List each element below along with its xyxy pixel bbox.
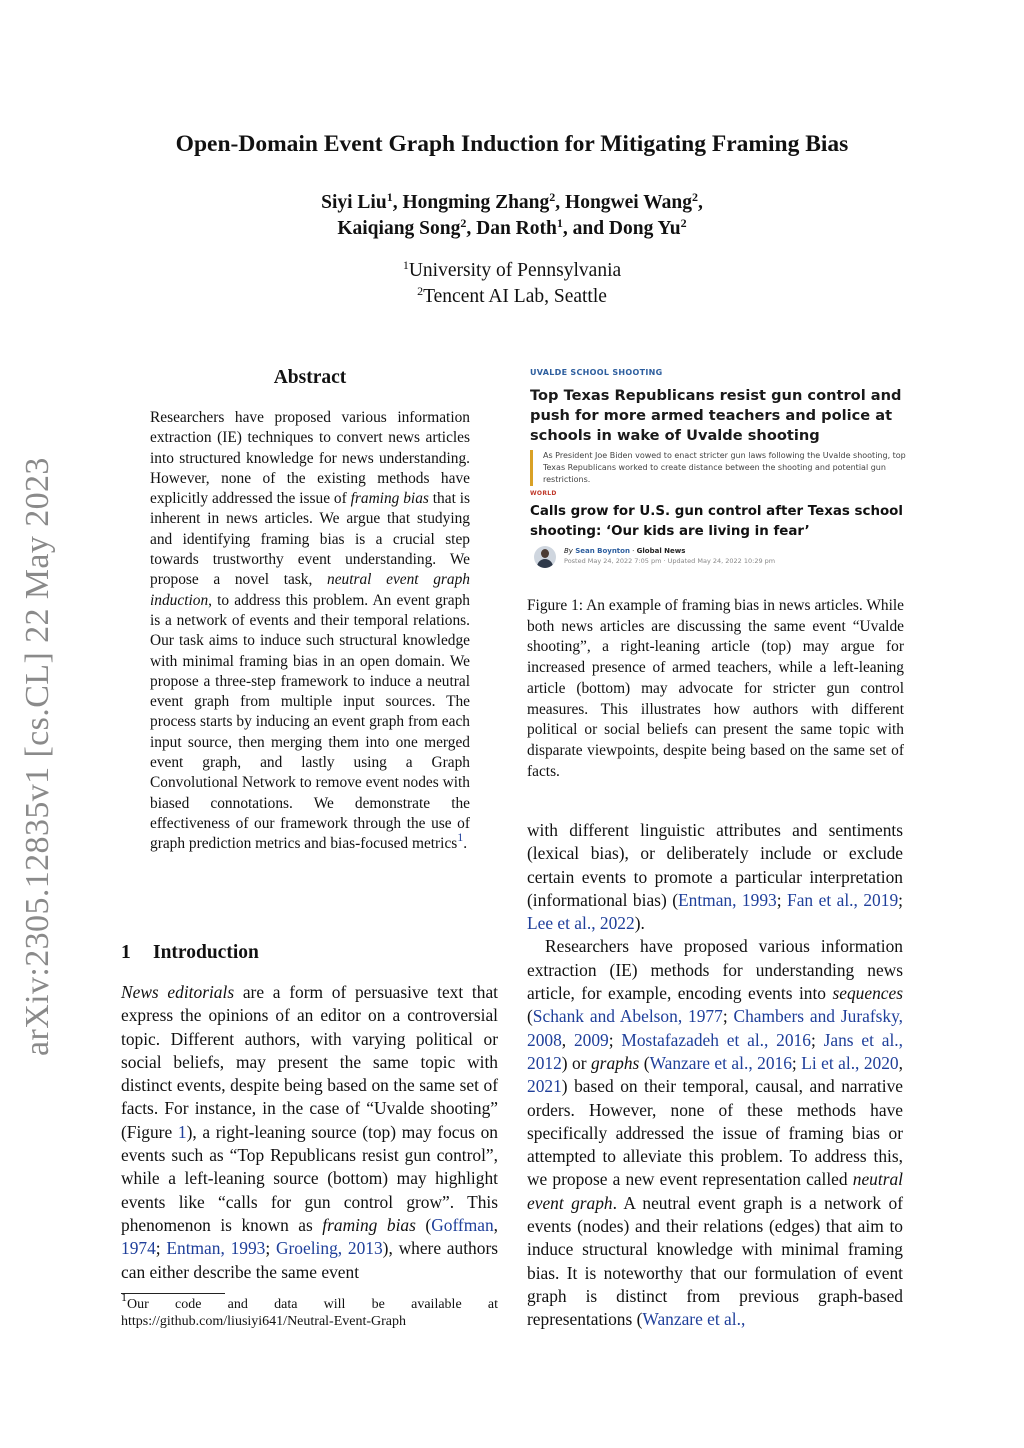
paragraph: with different linguistic attributes and sentiments (lexical bias), or deliberately include or exclude certain events to promote a particular interpretation (informational bias) (Entman, 1993; Fan et al., 2019; Lee et al., 2022). [527, 820, 903, 934]
citation-link[interactable]: Entman, 1993 [678, 889, 777, 910]
section-heading-introduction: 1 Introduction [121, 942, 259, 963]
citation-link[interactable]: 2009 [573, 1029, 609, 1050]
author-avatar [534, 546, 556, 568]
byline-outlet: Global News [636, 547, 686, 555]
article-headline-top: Top Texas Republicans resist gun control and push for more armed teachers and police at schools in wake of Uvalde shooting [530, 387, 902, 444]
posted-date: Posted May 24, 2022 7:05 pm · Updated May 24, 2022 10:29 pm [564, 557, 776, 565]
citation-link[interactable]: Chambers and Jurafsky, 2008 [527, 1006, 903, 1050]
footnote: $^1$Our code and data will be available at https://github.com/liusiyi641/Neutral-Event-Graph [121, 1290, 498, 1329]
author-name: Hongwei Wang [565, 192, 692, 213]
citation-link[interactable]: Jans et al., 2012 [527, 1029, 903, 1073]
byline-author: Sean Boynton [575, 547, 630, 555]
citation-link[interactable]: 1974 [121, 1238, 156, 1259]
article-summary-top: As President Joe Biden vowed to enact stricter gun laws following the Uvalde shooting, top Texas Republicans worked to create distance between the shooting and potential gun restrictions. [530, 450, 923, 486]
affiliation-mark: 1 [386, 190, 393, 204]
introduction-paragraph: News editorials are a form of persuasive text that express the opinions of an editor on a controversial topic. Different authors, with varying political or social beliefs, may present the same topic with distinct events, despite being based on the same set of facts. For instance, in the case of “Uvalde shooting” (Figure 1), a right-leaning source (top) may focus on events such as “Top Republicans resist gun control”, while a left-leaning source (bottom) may highlight events like “calls for gun control grow”. This phenomenon is known as framing bias (Goffman, 1974; Entman, 1993; Groeling, 2013), where authors can either describe the same event [121, 982, 499, 1282]
affiliation-line: $^1$University of Pennsylvania [402, 258, 622, 281]
author-list: Siyi Liu$^1$, Hongming Zhang$^2$, Hongwei Wang$^2$, Kaiqiang Song$^2$, Dan Roth$^1$, and Dong Yu$^2$ [321, 190, 703, 239]
citation-link[interactable]: Fan et al., 2019 [787, 889, 899, 910]
affiliation-line: $^2$Tencent AI Lab, Seattle [417, 284, 607, 307]
right-column-text [527, 819, 903, 1332]
author-name: Dong Yu [608, 218, 681, 239]
citation-link[interactable]: Wanzare et al., [642, 1309, 746, 1330]
affiliations [260, 258, 764, 310]
footnote-rule [121, 1293, 225, 1294]
footnote-link[interactable]: 1 [457, 830, 464, 845]
affiliation-mark: 2 [680, 216, 687, 230]
affiliation-mark: 2 [692, 190, 698, 204]
article-headline-bottom: Calls grow for U.S. gun control after Texas school shooting: ‘Our kids are living in fear’ [530, 504, 903, 539]
author-name: Hongming Zhang [402, 192, 550, 213]
article-byline: By Sean Boynton · Global News Posted May 24, 2022 7:05 pm · Updated May 24, 2022 10:29 pm [530, 544, 920, 572]
citation-link[interactable]: Li et al., 2020 [801, 1052, 899, 1073]
emphasis: neutral event graph induction [150, 571, 470, 609]
citation-link[interactable]: Entman, 1993 [166, 1238, 266, 1259]
article-section-tag-top: UVALDE SCHOOL SHOOTING [530, 368, 663, 377]
paper-title: Open-Domain Event Graph Induction for Mitigating Framing Bias [175, 131, 849, 157]
affiliation-mark: 1 [556, 216, 563, 230]
article-section-tag-bottom: WORLD [530, 490, 557, 497]
citation-link[interactable]: 2021 [527, 1076, 562, 1097]
citation-link[interactable]: Mostafazadeh et al., 2016 [621, 1029, 811, 1050]
author-name: Siyi Liu [321, 192, 387, 213]
paragraph: Researchers have proposed various information extraction (IE) methods for understanding news article, for example, encoding events into sequences (Schank and Abelson, 1977; Chambers and Jurafsky, 2008, 2009; Mostafazadeh et al., 2016; Jans et al., 2012) or graphs (Wanzare et al., 2016; Li et al., 2020, 2021) based on their temporal, causal, and narrative orders. However, none of these methods have specifically addressed the issue of framing bias or attempted to alleviate this problem. To address this, we propose a new event representation called neutral event graph. A neutral event graph is a network of events (nodes) and their relations (edges) that aim to induce structural knowledge with minimal framing bias. It is noteworthy that our formulation of event graph is distinct from previous graph-based representations (Wanzare et al., [527, 936, 903, 1330]
citation-link[interactable]: Schank and Abelson, 1977 [532, 1006, 723, 1027]
citation-link[interactable]: Groeling, 2013 [275, 1238, 383, 1259]
affiliation-mark: 2 [460, 216, 467, 230]
figure-1-news-screenshots [530, 368, 920, 578]
citation-link[interactable]: Goffman [431, 1214, 494, 1235]
affiliation-mark: 2 [549, 190, 556, 204]
figure-ref-link[interactable]: 1 [177, 1121, 187, 1142]
citation-link[interactable]: Wanzare et al., 2016 [649, 1052, 792, 1073]
abstract-body: Researchers have proposed various information extraction (IE) techniques to convert news articles into structured knowledge for news understanding. However, none of the existing methods have explicitly addressed the issue of framing bias that is inherent in news articles. We argue that studying and identifying framing bias is a crucial step towards trustworthy event understanding. We propose a novel task, neutral event graph induction, to address this problem. An event graph is a network of events and their temporal relations. Our task aims to induce such structural knowledge with minimal framing bias in an open domain. We propose a three-step framework to induce a neutral event graph from multiple input sources. The process starts by inducing an event graph from each input source, then merging them into one merged event graph, and lastly using a Graph Convolutional Network to remove event nodes with biased connotations. We demonstrate the effectiveness of our framework through the use of graph prediction metrics and bias-focused metrics$^1$. [150, 409, 470, 853]
author-name: Kaiqiang Song [337, 218, 461, 239]
arxiv-identifier-stamp[interactable]: arXiv:2305.12835v1 [cs.CL] 22 May 2023 [19, 457, 56, 1056]
citation-link[interactable]: Lee et al., 2022 [527, 913, 635, 934]
author-name: Dan Roth [476, 218, 557, 239]
figure-1-caption: Figure 1: An example of framing bias in news articles. While both news articles are discussing the same event “Uvalde shooting”, a right-leaning article (top) may argue for increased presence of armed teachers, while a left-leaning article (bottom) may advocate for stricter gun control measures. This illustrates how authors with different political or social beliefs can present the same topic with disparate viewpoints, despite being based on the same set of facts. [527, 597, 904, 780]
emphasis: framing bias [350, 490, 429, 508]
abstract-heading: Abstract [273, 367, 347, 388]
